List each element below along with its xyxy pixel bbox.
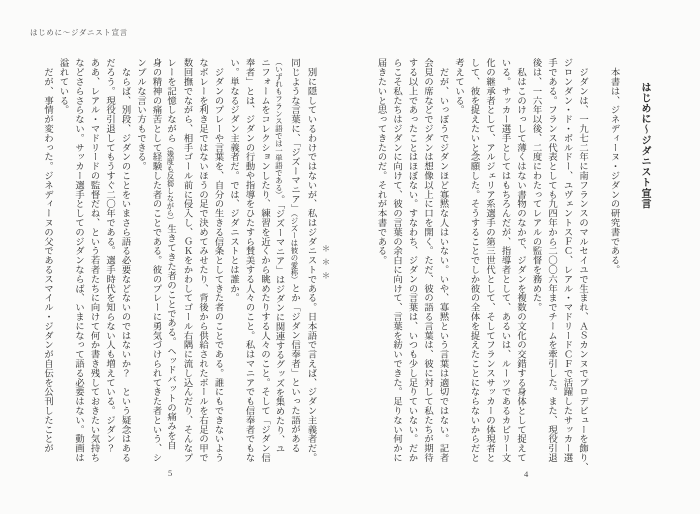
text-column: 奉者」とは、ジダンの行動や指導をひたすら賛美する人々のこと。私はマニアでも信奉者でもな (243, 58, 254, 463)
text-column: （いずれもフランス語では一単語である）。「ジズーマニア」はジダンに関連するグッズを集めたり、ユ (273, 58, 284, 454)
running-head: はじめに〜ジダニスト宣言 (30, 28, 128, 37)
text-column: だろう。現役引退してもうすぐ二〇年である。選手時代を知らない人も増えている。ジダン？ (104, 58, 114, 453)
text-column: 手である。フランス代表としても九四年から二〇〇六年までチームを牽引した。また、現役引退 (546, 58, 556, 463)
text-column: 考えている。 (453, 58, 463, 115)
text-column: ジダンは、一九七二年に南フランスのマルセイユで生まれ、ＡＳカンヌでプロデビューを飾り、 (577, 58, 587, 472)
text-column: 身の精神の痛苦として経験した者のことである。彼のプレーに勇気づけられてきた者という、シ (150, 58, 161, 463)
page-left (39, 58, 334, 470)
text-column: だが、いっぽうでジダンほど寡黙な人はいない。いや、寡黙という言葉は適切ではない。記者 (437, 58, 448, 463)
text-column: 数回撫でながら、相手ゴール前に侵入し、ＧＫをかわしてゴール右隅に流し込んだり、そんなプ (181, 58, 192, 463)
page-number: 5 (168, 468, 173, 478)
text-column: ああ、レアル・マドリードの監督だね、という若者たちに向けて何か書き残しておきたい気持ち (88, 58, 99, 463)
text-column: 同じような言葉に、「ジズーマニア」（ジズーは彼の愛称）とか「ジダン信奉者」といった語がある (289, 58, 299, 453)
text-column: ジダンのプレーや言葉を、自分の生きる信条としてきた者のことである。誰にもできないよう (212, 58, 223, 463)
text-column: などさらさらない。サッカー選手としてのジダンならば、いまになって語る必要はない。動画は (73, 58, 83, 463)
text-column: ジロンダン・ド・ボルドー、ユヴェントスＦＣ、レアル・マドリードＣＦで活躍したサッカー選 (561, 58, 572, 463)
text-column: 私はこのけっして薄くはない書物のなかで、ジダンを複数の文化の交錯する身体として捉えて (515, 58, 525, 463)
text-column: なボレーを利き足ではないほうの足で決めてみせたり、背後から供給されたボールを右足の甲で (197, 58, 207, 463)
text-column: らこそ私たちはジダンに向けて、彼の言葉の余白に向けて、言葉を紡いできた。足りない何かに (391, 58, 401, 463)
text-column: だが、事情が変わった。ジネディーヌの父であるスマイル・ジダンが自伝を公刊したことが (42, 58, 52, 453)
text-column: レーを記憶しながら（幾度も反芻しながら）生きてきた者のことである。ヘッドバットの痛みを自 (165, 58, 175, 450)
text-column: する以上であったことはほぼない。すなわち、ジダンの言葉は、いつも少し足りていない。だか (406, 58, 417, 463)
text-column: 会見の席などでジダンは想像以上に口を開く。ただ、彼の語る言葉は、彼に対して私たちが期待 (422, 58, 432, 463)
text-column: 本書は、ジネディーヌ・ジダンの研究書である。 (608, 58, 619, 275)
section-separator: ＊＊＊ (321, 243, 331, 285)
page-right (372, 58, 652, 470)
chapter-title: はじめに〜ジダニスト宣言 (639, 82, 650, 210)
text-column: 溢れている。 (57, 58, 68, 115)
text-column: 後は、一六年以後、二度にわたってレアルの監督を務めた。 (530, 58, 541, 312)
text-column: 化の継承者として、アルジェリア系選手の第三世代として、そしてフランスサッカーの体現者と (484, 58, 494, 463)
text-column: して、彼を捉えたいと念願した。そうすることでしか彼の全体を捉えたことにならないからだと (468, 58, 479, 463)
text-column: ならば、別段、ジダンのことをいまさら語る必要などないのではないか？ という疑念はある (119, 58, 130, 463)
text-column: ンプルな言い方もできる。 (135, 58, 145, 171)
text-column: 別に隠しているわけではないが、私はジダニストである。日本語で言えば、ジダン主義者だ。 (305, 58, 316, 463)
page-number: 4 (524, 469, 529, 479)
text-column: ニフォームをコレクションしたり、練習を近くから眺めたりする人々のこと。そして「ジダン信 (259, 58, 269, 463)
text-column: いる。サッカー選手としてはもちろんだが、指導者として、あるいは、ルーツであるカビリー文 (499, 58, 510, 463)
text-column: 届きたいと思ってきたのだ。それが本書である。 (375, 58, 386, 265)
text-column: い。単なるジダン主義者だ。では、ジダニストとは誰か。 (228, 58, 238, 303)
